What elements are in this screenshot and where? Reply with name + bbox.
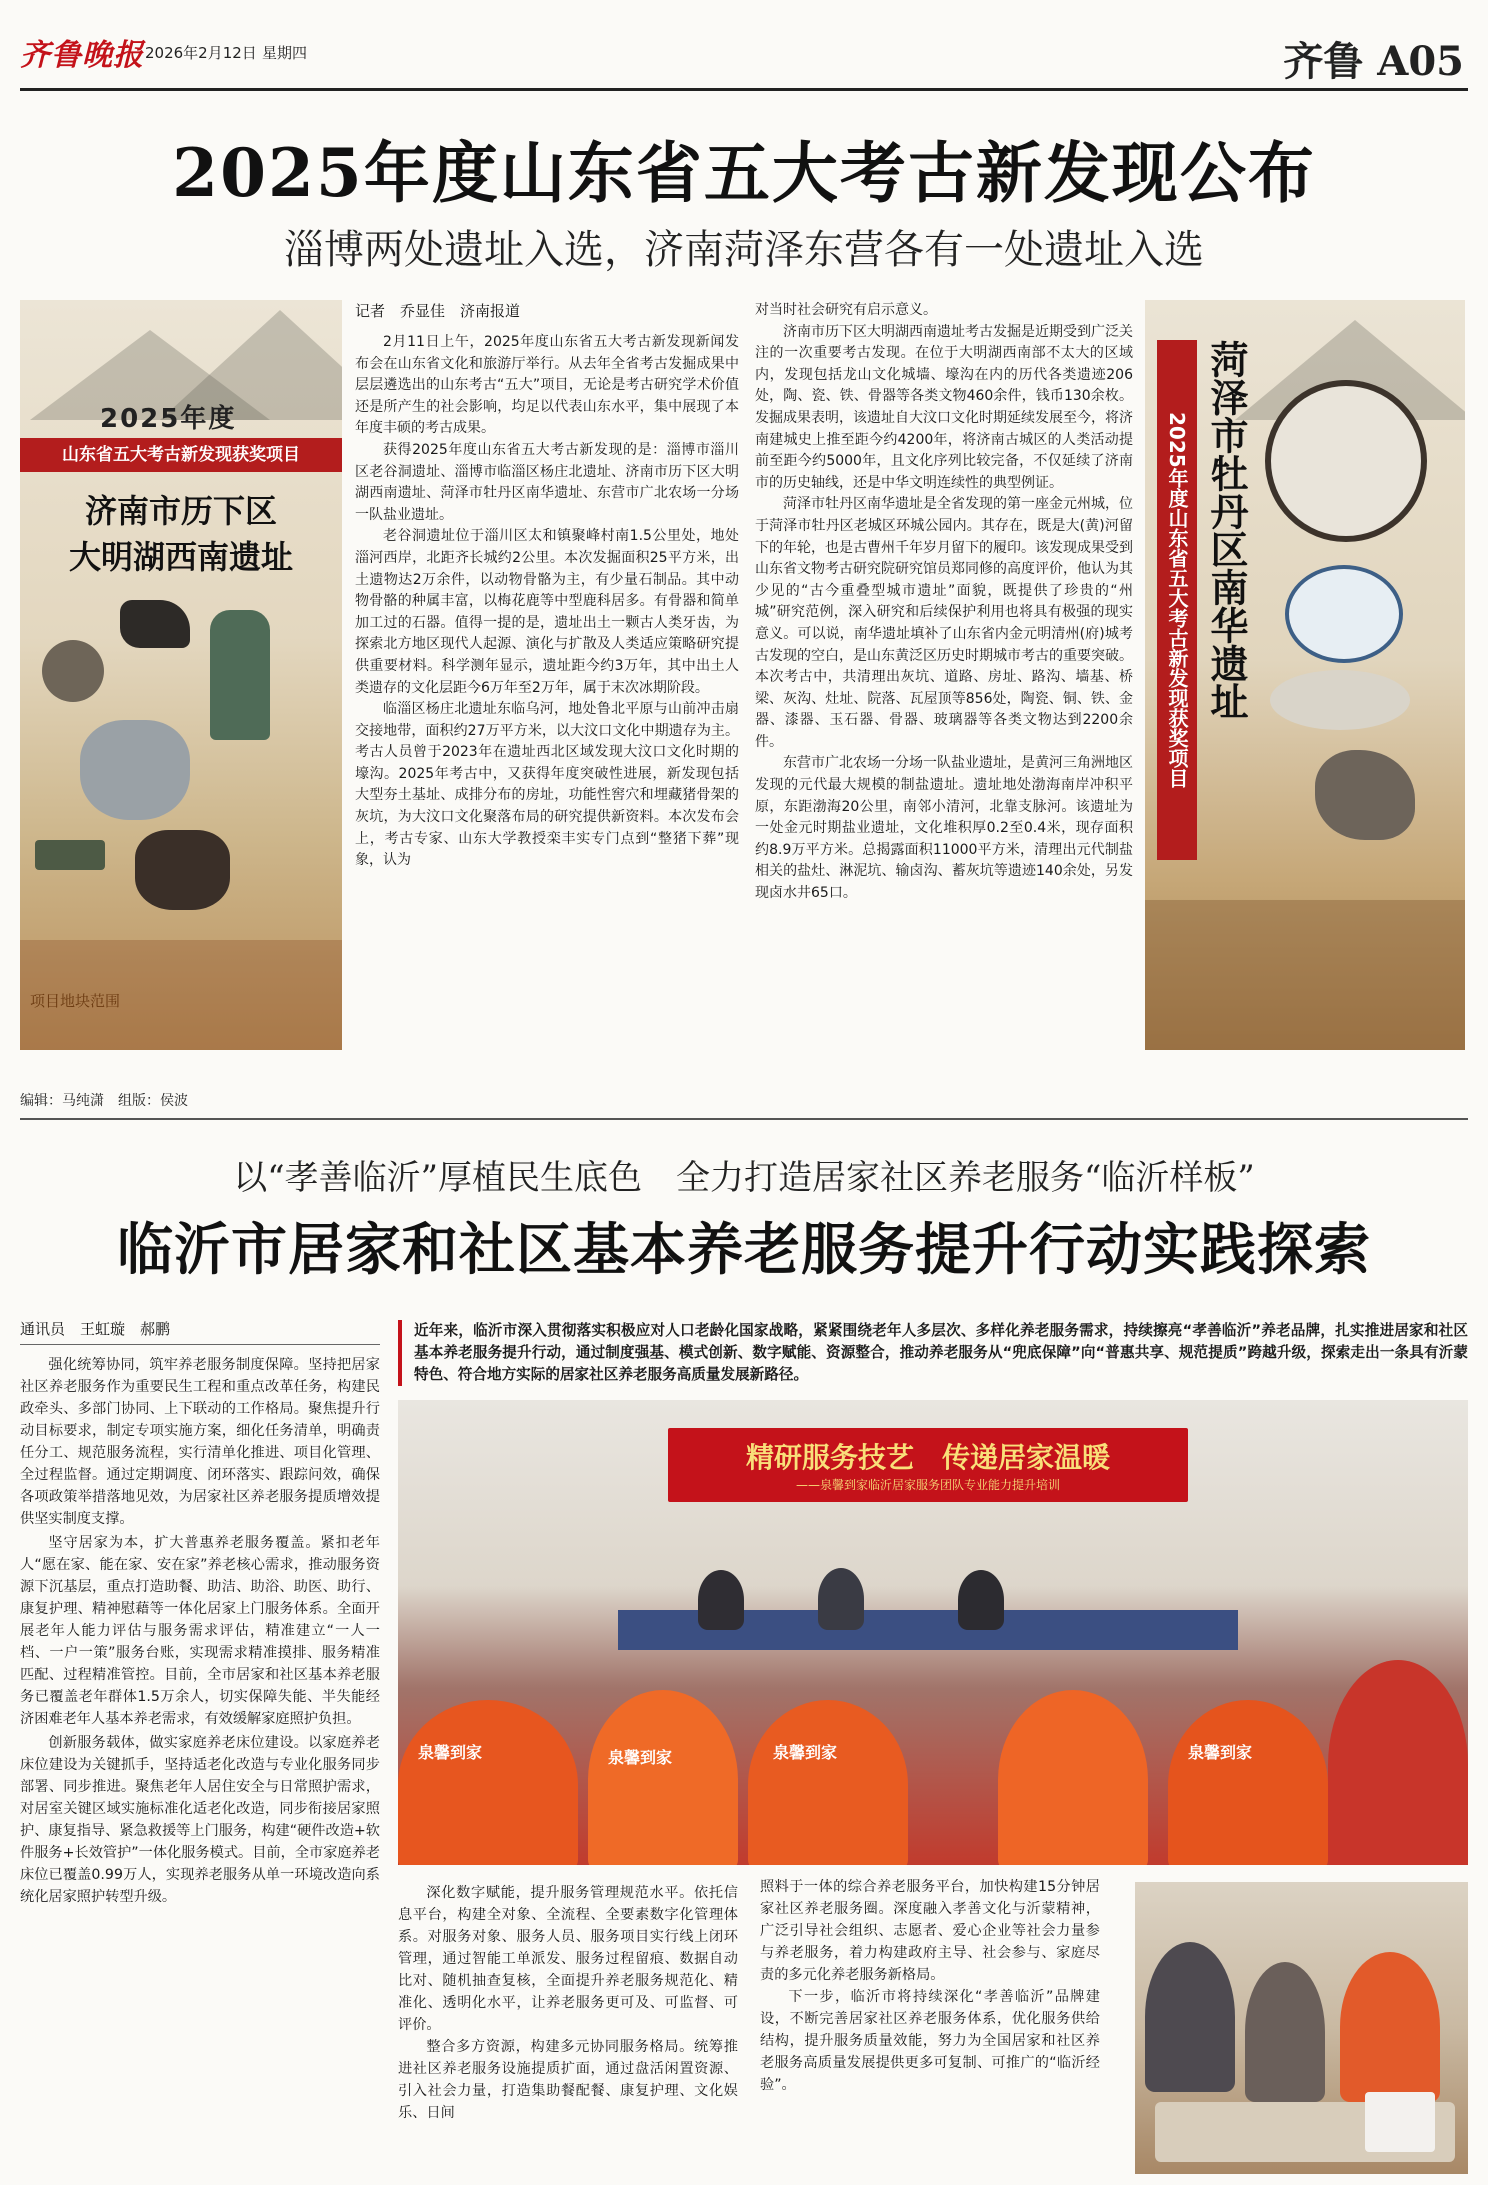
story2-middle-column xyxy=(398,1882,738,2182)
story2-headline: 临沂市居家和社区基本养老服务提升行动实践探索 xyxy=(117,1217,1371,1283)
site-name-line1: 济南市历下区 xyxy=(84,492,277,530)
byline-rule xyxy=(20,1344,380,1345)
map-corner-note: 项目地块范围 xyxy=(30,992,121,1010)
grey-jar-icon xyxy=(80,720,190,820)
issue-date: 2026年2月12日 xyxy=(145,44,257,62)
paragraph: 老谷洞遗址位于淄川区太和镇聚峰村南1.5公里处，地处淄河西岸，北距齐长城约2公里。本次发掘面积25平方米，出土遗物达2万余件，以动物骨骼为主，有少量石制品。其中动物骨骼的种属丰富，以梅花鹿等中型鹿科居多。有骨器和简单加工过的石器。值得一提的是，遗址出土一颗古人类牙齿，为探索北方地区现代人起源、演化与扩散及人类适应策略研究提供重要材料。科学测年显示，遗址距今约3万年，其中出土人类遗存的文化层距今6万年至2万年，属于末次冰期阶段。 xyxy=(355,528,739,696)
statue-icon xyxy=(210,610,270,740)
speaker-figure xyxy=(818,1568,864,1630)
paragraph: 强化统筹协同，筑牢养老服务制度保障。坚持把居家社区养老服务作为重要民生工程和重点改革任务，构建民政牵头、多部门协同、上下联动的工作格局。聚焦提升行动目标要求，制定专项实施方案，细化任务清单，明确责任分工、规范服务流程，实行清单化推进、项目化管理、全过程监督。通过定期调度、闭环落实、跟踪问效，确保各项政策举措落地见效，为居家社区养老服务提质增效提供坚实制度支撑。 xyxy=(20,1357,380,1527)
paragraph: 照料于一体的综合养老服务平台，加快构建15分钟居家社区养老服务圈。深度融入孝善文化与沂蒙精神，广泛引导社会组织、志愿者、爱心企业等社会力量参与养老服务，着力构建政府主导、社会参与、家庭尽责的多元化养老服务新格局。 xyxy=(760,1879,1100,1983)
elder-figure xyxy=(1245,1962,1325,2102)
story2-left-column xyxy=(20,1354,380,2174)
story1-column-1 xyxy=(355,332,739,1047)
paragraph: 下一步，临沂市将持续深化“孝善临沂”品牌建设，不断完善居家社区养老服务体系，优化服务供给结构，提升服务质量效能，努力为全国居家和社区养老服务高质量发展提供更多可复制、可推广的“临沂经验”。 xyxy=(760,1989,1100,2093)
attendee-figure xyxy=(1328,1660,1468,1865)
vest-label: 泉馨到家 xyxy=(1188,1743,1253,1762)
story1-headline: 2025年度山东省五大考古新发现公布 xyxy=(172,134,1316,212)
award-banner-vertical: 2025年度山东省五大考古新发现获奖项目 xyxy=(1157,340,1197,860)
bronze-blade-icon xyxy=(35,840,105,870)
banner-subtitle: ——泉馨到家临沂居家服务团队专业能力提升培训 xyxy=(795,1478,1060,1492)
paragraph: 创新服务载体，做实家庭养老床位建设。以家庭养老床位建设为关键抓手，坚持适老化改造与专业化服务同步部署、同步推进。聚焦老年人居住安全与日常照护需求，对居室关键区域实施标准化适老化改造，同步衔接居家照护、康复指导、紧急救援等上门服务，构建“硬件改造+软件服务+长效管护”一体化服务模式。目前，全市家庭养老床位已覆盖0.99万人，实现养老服务从单一环境改造向系统化居家照护转型升级。 xyxy=(20,1735,380,1905)
award-banner: 山东省五大考古新发现获奖项目 xyxy=(20,438,342,472)
paragraph: 深化数字赋能，提升服务管理规范水平。依托信息平台，构建全对象、全流程、全要素数字化管理体系。对服务对象、服务人员、服务项目实行线上闭环管理，通过智能工单派发、服务过程留痕、数据自动比对、随机抽查复核，全面提升养老服务规范化、精准化、透明化水平，让养老服务更可及、可监督、可评价。 xyxy=(398,1885,738,2033)
dmh-site-illustration xyxy=(20,300,342,1050)
issue-weekday: 星期四 xyxy=(262,44,308,62)
year-tag: 2025年度 xyxy=(100,404,237,434)
page-section: 齐鲁 A05 xyxy=(1283,38,1464,85)
vest-label: 泉馨到家 xyxy=(608,1748,673,1767)
plate-icon xyxy=(1270,670,1410,730)
banner-title: 精研服务技艺 传递居家温暖 xyxy=(745,1441,1110,1474)
masthead-rule xyxy=(20,88,1468,91)
story2-byline: 通讯员 王虹璇 郝鹏 xyxy=(20,1320,171,1338)
paragraph: 整合多方资源，构建多元协同服务格局。统筹推进社区养老服务设施提质扩面，通过盘活闲置资源、引入社会力量，打造集助餐配餐、康复护理、文化娱乐、日间 xyxy=(398,2039,738,2121)
paragraph: 临淄区杨庄北遗址东临乌河，地处鲁北平原与山前冲击扇交接地带，面积约27万平方米，以大汶口文化中期遗存为主。考古人员曾于2023年在遗址西北区域发现大汶口文化时期的壕沟。2025年考古中，又获得年度突破性进展，新发现包括大型夯土基址、成排分布的房址，功能性窖穴和埋藏猪骨架的灰坑，为大汶口文化聚落布局的研究提供新资料。本次发布会上，考古专家、山东大学教授栾丰实专门点到“整猪下葬”现象，认为 xyxy=(355,701,739,869)
story1-subheadline: 淄博两处遗址入选，济南菏泽东营各有一处遗址入选 xyxy=(284,227,1204,273)
paragraph: 坚守居家为本，扩大普惠养老服务覆盖。紧扣老年人“愿在家、能在家、安在家”养老核心需求，推动服务资源下沉基层，重点打造助餐、助洁、助浴、助医、助行、康复护理、精神慰藉等一体化居家上门服务体系。全面开展老年人能力评估与服务需求评估，精准建立“一人一档、一户一策”服务台账，实现需求精准摸排、服务精准匹配、过程精准管控。目前，全市居家和社区基本养老服务已覆盖老年群体1.5万余人，切实保障失能、半失能经济困难老年人基本养老需求，有效缓解家庭照护负担。 xyxy=(20,1535,380,1727)
newspaper-logo: 齐鲁晚报 xyxy=(20,38,144,73)
story2-right-column xyxy=(760,1876,1100,2176)
attendee-figure xyxy=(998,1690,1148,1865)
staff-figure xyxy=(1340,1952,1440,2102)
paragraph: 东营市广北农场一分场一队盐业遗址，是黄河三角洲地区发现的元代最大规模的制盐遗址。遗址地处渤海南岸冲积平原，东距渤海20公里，南邻小清河，北靠支脉河。该遗址为一处金元时期盐业遗址，文化堆积厚0.2至0.4米，现存面积约8.9万平方米。总揭露面积11000平方米，清理出元代制盐相关的盐灶、淋泥坑、输卤沟、蓄灰坑等遗迹140余处，另发现卤水井65口。 xyxy=(755,755,1133,902)
training-meeting-photo xyxy=(398,1400,1468,1865)
attendee-figure xyxy=(588,1690,738,1865)
speaker-figure xyxy=(958,1570,1004,1630)
black-pot-icon xyxy=(135,830,230,910)
story2-kicker: 以“孝善临沂”厚植民生底色 全力打造居家社区养老服务“临沂样板” xyxy=(233,1158,1255,1198)
editor-credit: 编辑：马纯潇 组版：侯波 xyxy=(20,1093,188,1109)
paragraph: 获得2025年度山东省五大考古新发现的是：淄博市淄川区老谷洞遗址、淄博市临淄区杨庄北遗址、济南市历下区大明湖西南遗址、菏泽市牡丹区南华遗址、东营市广北农场一分场一队盐业遗址。 xyxy=(355,441,739,523)
site-name-line2: 大明湖西南遗址 xyxy=(68,538,293,576)
site-name-vertical: 菏泽市牡丹区南华遗址 xyxy=(1204,340,1249,720)
paragraph: 菏泽市牡丹区南华遗址是全省发现的第一座金元州城，位于菏泽市牡丹区老城区环城公园内。其存在，既是大(黄)河留下的年轮，也是古曹州千年岁月留下的履印。该发现成果受到山东省文物考古研究院研究馆员郑同修的高度评价，他认为其少见的“古今重叠型城市遗址”面貌，既提供了珍贵的“州城”研究范例，深入研究和后续保护利用也将具有极强的现实意义。可以说，南华遗址填补了山东省内金元明清州(府)城考古发现的空白，是山东黄泛区历史时期城市考古的重要突破。本次考古中，共清理出灰坑、道路、房址、路沟、墙基、桥梁、灰沟、灶址、院落、瓦屋顶等856处，陶瓷、铜、铁、金器、漆器、玉石器、骨器、玻璃器等各类文物达到2200余件。 xyxy=(755,496,1133,750)
speaker-figure xyxy=(698,1570,744,1630)
vest-label: 泉馨到家 xyxy=(773,1743,838,1762)
site-map-area xyxy=(1145,900,1465,1050)
nanhua-site-illustration xyxy=(1145,300,1465,1050)
pottery-shard-icon xyxy=(120,600,190,648)
clay-disc-icon xyxy=(42,640,104,702)
elder-figure xyxy=(1145,1942,1235,2092)
gift-box-icon xyxy=(1365,2092,1435,2152)
beast-head-icon xyxy=(1315,750,1415,840)
paragraph: 对当时社会研究有启示意义。 xyxy=(755,302,937,318)
attendee-figure xyxy=(398,1700,578,1865)
story1-byline: 记者 乔显佳 济南报道 xyxy=(355,302,521,320)
story-divider xyxy=(20,1118,1468,1120)
elderly-dining-photo xyxy=(1135,1882,1468,2174)
story1-column-2 xyxy=(755,300,1133,1052)
paragraph: 济南市历下区大明湖西南遗址考古发掘是近期受到广泛关注的一次重要考古发现。在位于大明湖西南部不太大的区域内，发现包括龙山文化城墙、壕沟在内的历代各类遗迹206处，陶、瓷、铁、骨器等各类文物460余件，钱币130余枚。发掘成果表明，该遗址自大汶口文化时期延续发展至今，将济南建城史上推至距今约4200年，将济南古城区的人类活动提前至距今约5000年，且文化序列比较完备，不仅延续了济南市的历史轴线，还是中华文明连续性的典型例证。 xyxy=(755,323,1133,491)
vest-label: 泉馨到家 xyxy=(418,1743,483,1762)
blue-white-bowl-icon xyxy=(1285,565,1403,663)
porcelain-jar-icon xyxy=(1265,380,1427,542)
story2-intro: 近年来，临沂市深入贯彻落实积极应对人口老龄化国家战略，紧紧围绕老年人多层次、多样化养老服务需求，持续擦亮“孝善临沂”养老品牌，扎实推进居家和社区基本养老服务提升行动，通过制度强基、模式创新、数字赋能、资源整合，推动养老服务从“兜底保障”向“普惠共享、规范提质”跨越升级，探索走出一条具有沂蒙特色、符合地方实际的居家社区养老服务高质量发展新路径。 xyxy=(398,1320,1468,1386)
attendee-figure xyxy=(1168,1700,1328,1865)
paragraph: 2月11日上午，2025年度山东省五大考古新发现新闻发布会在山东省文化和旅游厅举行。从去年全省考古发掘成果中层层遴选出的山东考古“五大”项目，无论是考古研究学术价值还是所产生的社会影响，均足以代表山东水平，集中展现了本年度丰硕的考古成果。 xyxy=(355,334,739,437)
masthead xyxy=(0,0,1488,88)
meeting-banner xyxy=(668,1428,1188,1502)
attendee-figure xyxy=(748,1700,908,1865)
